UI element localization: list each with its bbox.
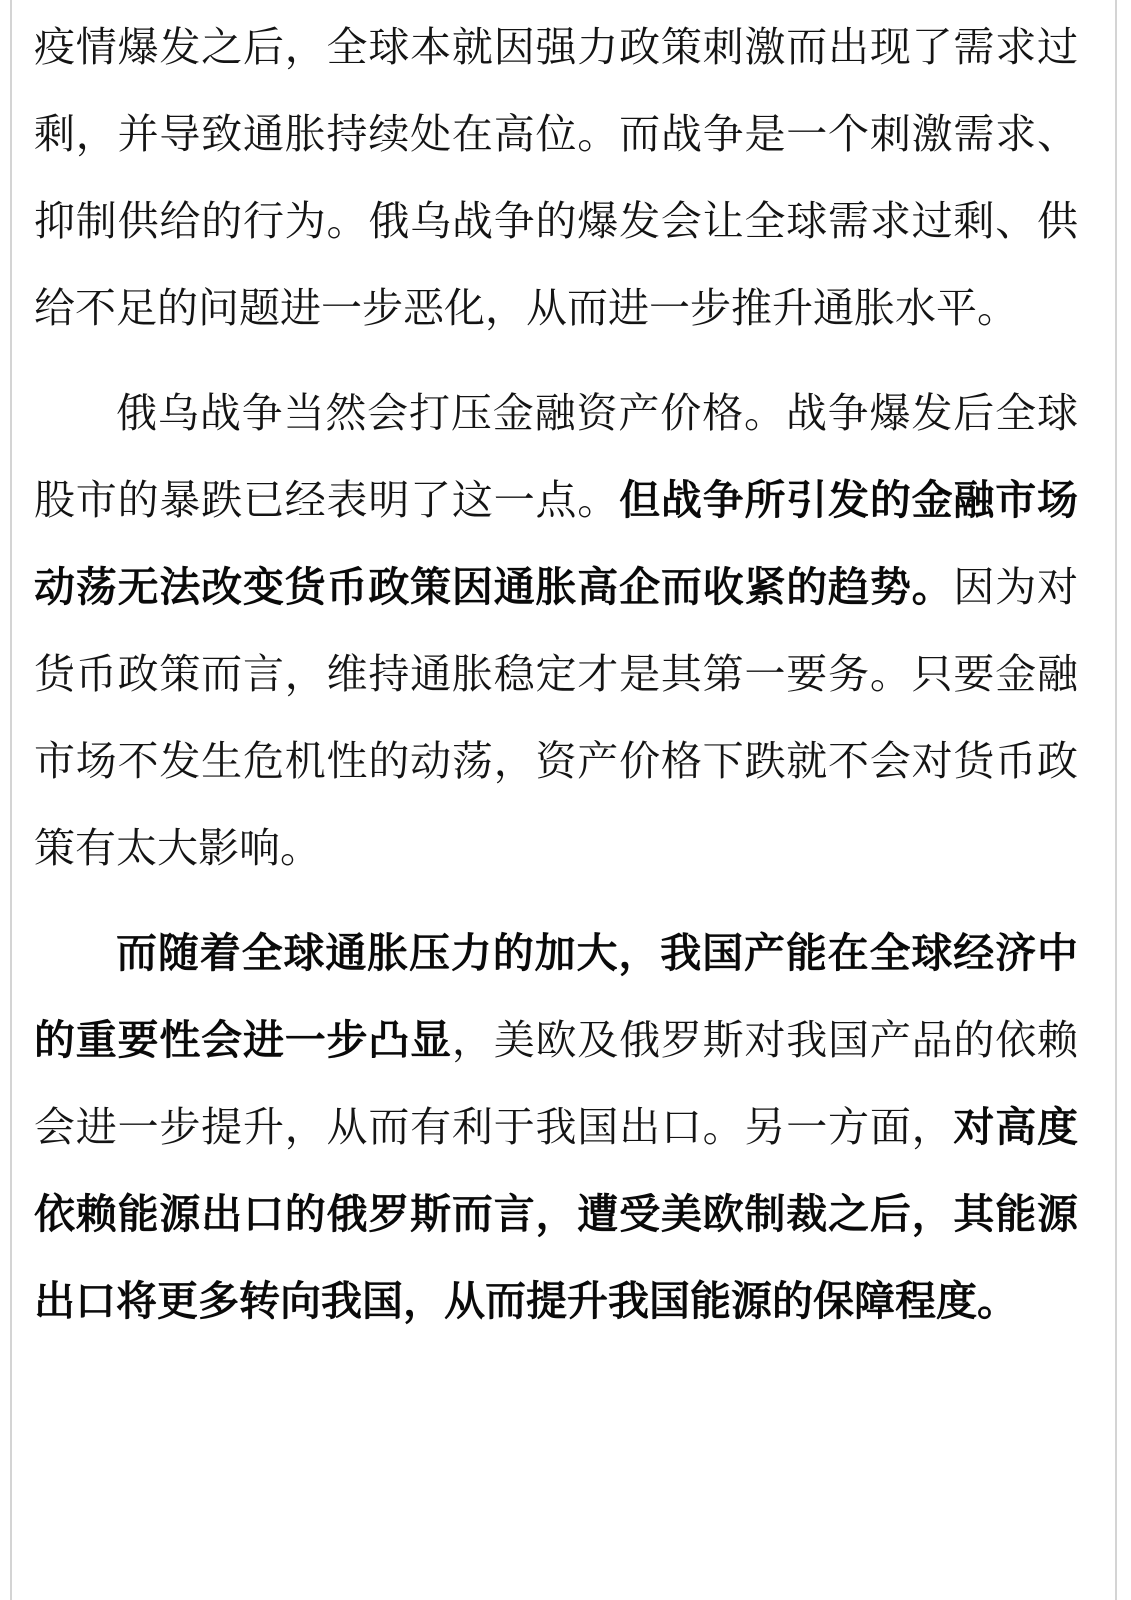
paragraph-1-text: 疫情爆发之后，全球本就因强力政策刺激而出现了需求过剩，并导致通胀持续处在高位。而战争是一个刺激需求、抑制供给的行为。俄乌战争的爆发会让全球需求过剩、供给不足的问题进一步恶化，从而进一步推升通胀水平。 <box>34 23 1078 332</box>
paragraph-2-text-b: 因为对货币政策而言，维持通胀稳定才是其第一要务。只要金融市场不发生危机性的动荡，资产价格下跌就不会对货币政策有太大影响。 <box>34 563 1079 872</box>
paragraph-2-text-a: 俄乌战争当然会打压金融资产价格。战争爆发后全球股市的暴跌已经表明了这一点。 <box>34 389 1078 524</box>
paragraph-3-text: ，美欧及俄罗斯对我国产品的依赖会进一步提升，从而有利于我国出口。另一方面， <box>34 1016 1079 1151</box>
paragraph-3-bold-a: 而随着全球通胀压力的加大，我国产能在全球经济中的重要性会进一步凸显 <box>34 929 1078 1064</box>
page <box>10 0 1117 1600</box>
paragraph-2-bold: 但战争所引发的金融市场动荡无法改变货币政策因通胀高企而收紧的趋势。 <box>34 476 1079 611</box>
paragraph-1 <box>34 4 1078 352</box>
article-body <box>34 4 1078 1363</box>
paragraph-3 <box>34 910 1078 1345</box>
paragraph-3-bold-b: 对高度依赖能源出口的俄罗斯而言，遭受美欧制裁之后，其能源出口将更多转向我国，从而提升我国能源的保障程度。 <box>34 1103 1079 1325</box>
paragraph-2 <box>34 370 1078 892</box>
